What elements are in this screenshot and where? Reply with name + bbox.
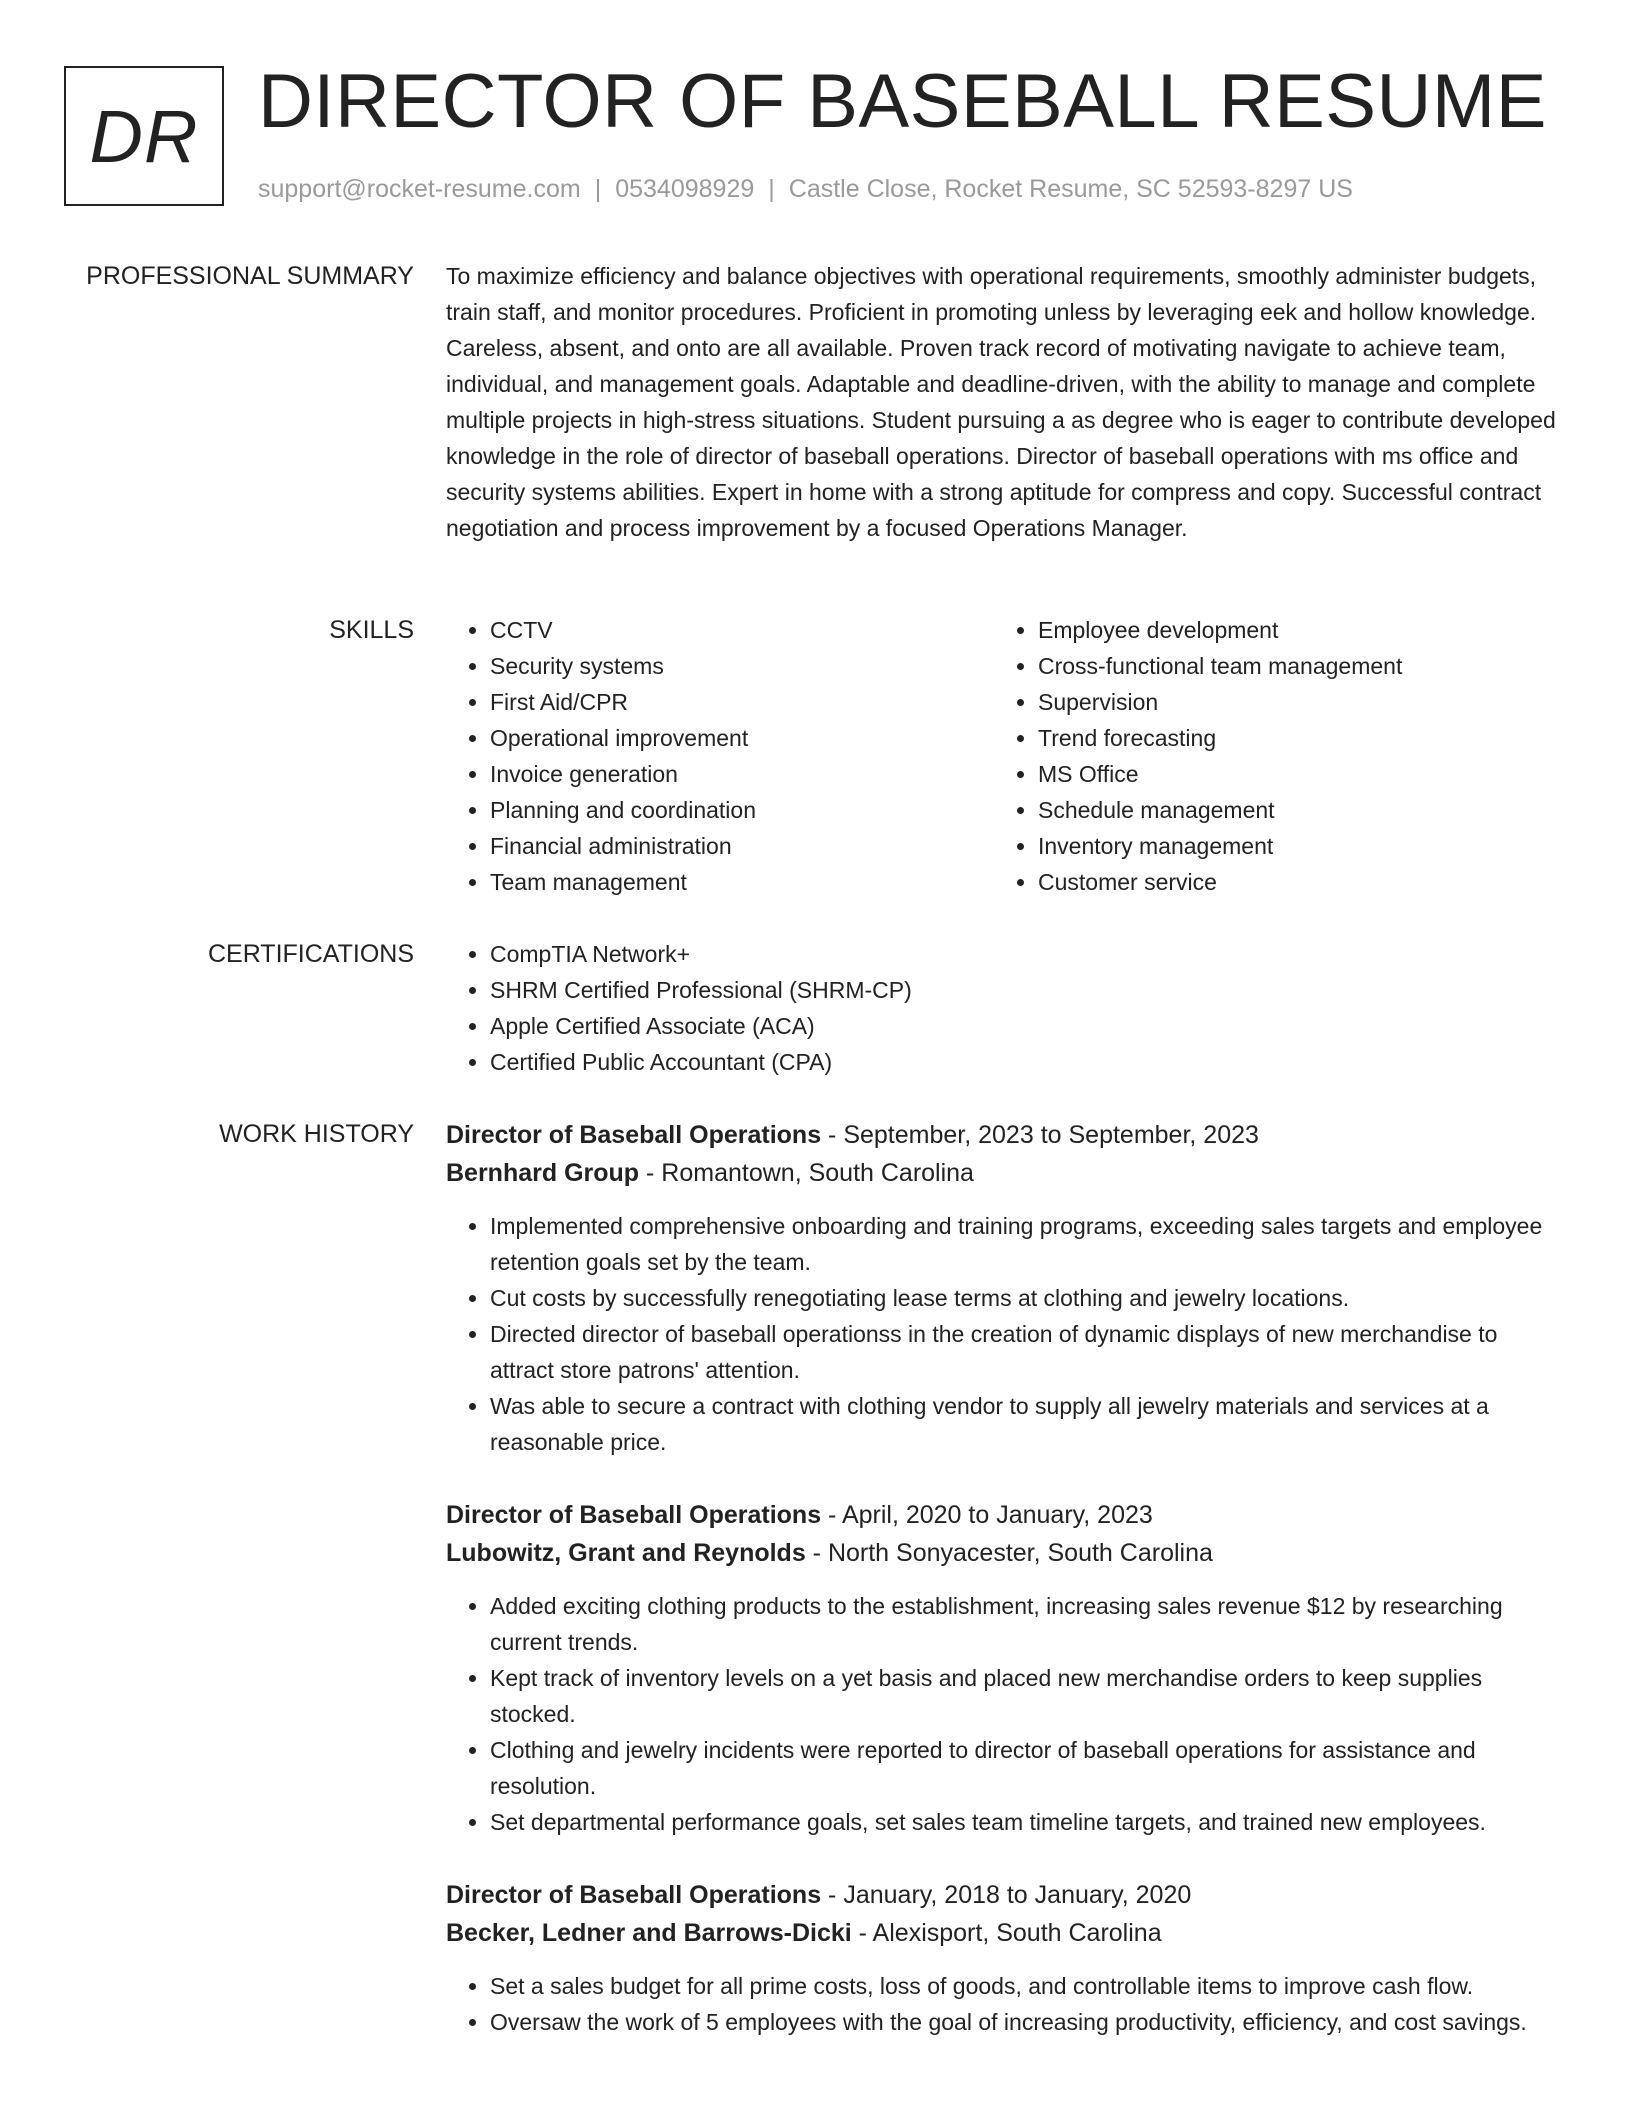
job-bullet: • Cut costs by successfully renegotiating lease terms at clothing and jewelry locations. [490,1280,1562,1316]
contact-line [258,174,1353,204]
skill-item: • Cross-functional team management [1038,648,1542,684]
job-company: Becker, Ledner and Barrows-Dicki [446,1919,852,1947]
skill-item: • First Aid/CPR [490,684,994,720]
skill-item: • Supervision [1038,684,1542,720]
job-company: Lubowitz, Grant and Reynolds [446,1539,806,1567]
skill-item: • Invoice generation [490,756,994,792]
job-company-line [446,1534,1562,1572]
summary-label: PROFESSIONAL SUMMARY [86,262,414,290]
skill-item: • Customer service [1038,864,1542,900]
certifications-body [446,936,1562,1080]
certifications-label: CERTIFICATIONS [207,940,414,968]
job-entry [446,1876,1562,2040]
job-location: - Romantown, South Carolina [639,1159,974,1187]
monogram: DR [64,66,224,206]
certification-item: • Apple Certified Associate (ACA) [490,1008,1562,1044]
job-location: - North Sonyacester, South Carolina [805,1539,1213,1567]
contact-phone[interactable]: 0534098929 [615,175,755,203]
certification-item: • CompTIA Network+ [490,936,1562,972]
job-company-line [446,1154,1562,1192]
contact-email[interactable]: support@rocket-resume.com [258,175,581,203]
job-entry [446,1116,1562,1460]
job-bullet: • Oversaw the work of 5 employees with the goal of increasing productivity, efficiency, and cost savings. [490,2004,1562,2040]
summary-text: To maximize efficiency and balance objectives with operational requirements, smoothly administer budgets, train staff, and monitor procedures. Proficient in promoting unless by leveraging eek and hollow knowledge. Careless, absent, and onto are all available. Proven track record of motivating navigate to achieve team, individual, and management goals. Adaptable and deadline-driven, with the ability to manage and complete multiple projects in high-stress situations. Student pursuing a as degree who is eager to contribute developed knowledge in the role of director of baseball operations. Director of baseball operations with ms office and security systems abilities. Expert in home with a strong aptitude for compress and copy. Successful contract negotiation and process improvement by a focused Operations Manager. [446,263,1556,541]
skill-item: • Security systems [490,648,994,684]
skills-label: SKILLS [329,616,414,644]
job-bullet: • Implemented comprehensive onboarding and training programs, exceeding sales targets and employee retention goals set by the team. [490,1208,1562,1280]
contact-separator: | [768,175,775,203]
job-title: Director of Baseball Operations [446,1881,822,1909]
job-bullet: • Kept track of inventory levels on a yet basis and placed new merchandise orders to keep supplies stocked. [490,1660,1562,1732]
skill-item: • Trend forecasting [1038,720,1542,756]
certification-item: • Certified Public Accountant (CPA) [490,1044,1562,1080]
skill-item: • MS Office [1038,756,1542,792]
job-bullet: • Was able to secure a contract with clothing vendor to supply all jewelry materials and services at a reasonable price. [490,1388,1562,1460]
certification-item: • SHRM Certified Professional (SHRM-CP) [490,972,1562,1008]
job-title: Director of Baseball Operations [446,1121,822,1149]
job-location: - Alexisport, South Carolina [851,1919,1162,1947]
skill-item: • Schedule management [1038,792,1542,828]
page-title: DIRECTOR OF BASEBALL RESUME [258,59,1547,144]
skill-item: • Operational improvement [490,720,994,756]
skill-item: • Employee development [1038,612,1542,648]
job-dates: - September, 2023 to September, 2023 [821,1121,1259,1149]
job-dates: - January, 2018 to January, 2020 [821,1881,1192,1909]
job-bullet: • Directed director of baseball operationss in the creation of dynamic displays of new merchandise to attract store patrons' attention. [490,1316,1562,1388]
job-dates: - April, 2020 to January, 2023 [821,1501,1153,1529]
contact-address: Castle Close, Rocket Resume, SC 52593-8297 US [788,175,1353,203]
job-bullet: • Set a sales budget for all prime costs, loss of goods, and controllable items to improve cash flow. [490,1968,1562,2004]
skills-column-left [446,612,994,900]
contact-separator: | [594,175,602,203]
skill-item: • Inventory management [1038,828,1542,864]
job-title-line [446,1116,1562,1154]
skill-item: • CCTV [490,612,994,648]
job-company-line [446,1914,1562,1952]
skills-body [446,612,1562,900]
job-title: Director of Baseball Operations [446,1501,822,1529]
skills-column-right [994,612,1542,900]
job-title-line [446,1876,1562,1914]
job-entry [446,1496,1562,1840]
work-history-label: WORK HISTORY [219,1120,414,1148]
job-bullet: • Clothing and jewelry incidents were reported to director of baseball operations for assistance and resolution. [490,1732,1562,1804]
work-history-body [446,1116,1562,2076]
skill-item: • Team management [490,864,994,900]
job-company: Bernhard Group [446,1159,640,1187]
job-bullet: • Added exciting clothing products to the establishment, increasing sales revenue $12 by researching current trends. [490,1588,1562,1660]
skill-item: • Planning and coordination [490,792,994,828]
job-bullet: • Set departmental performance goals, set sales team timeline targets, and trained new employees. [490,1804,1562,1840]
job-title-line [446,1496,1562,1534]
skill-item: • Financial administration [490,828,994,864]
